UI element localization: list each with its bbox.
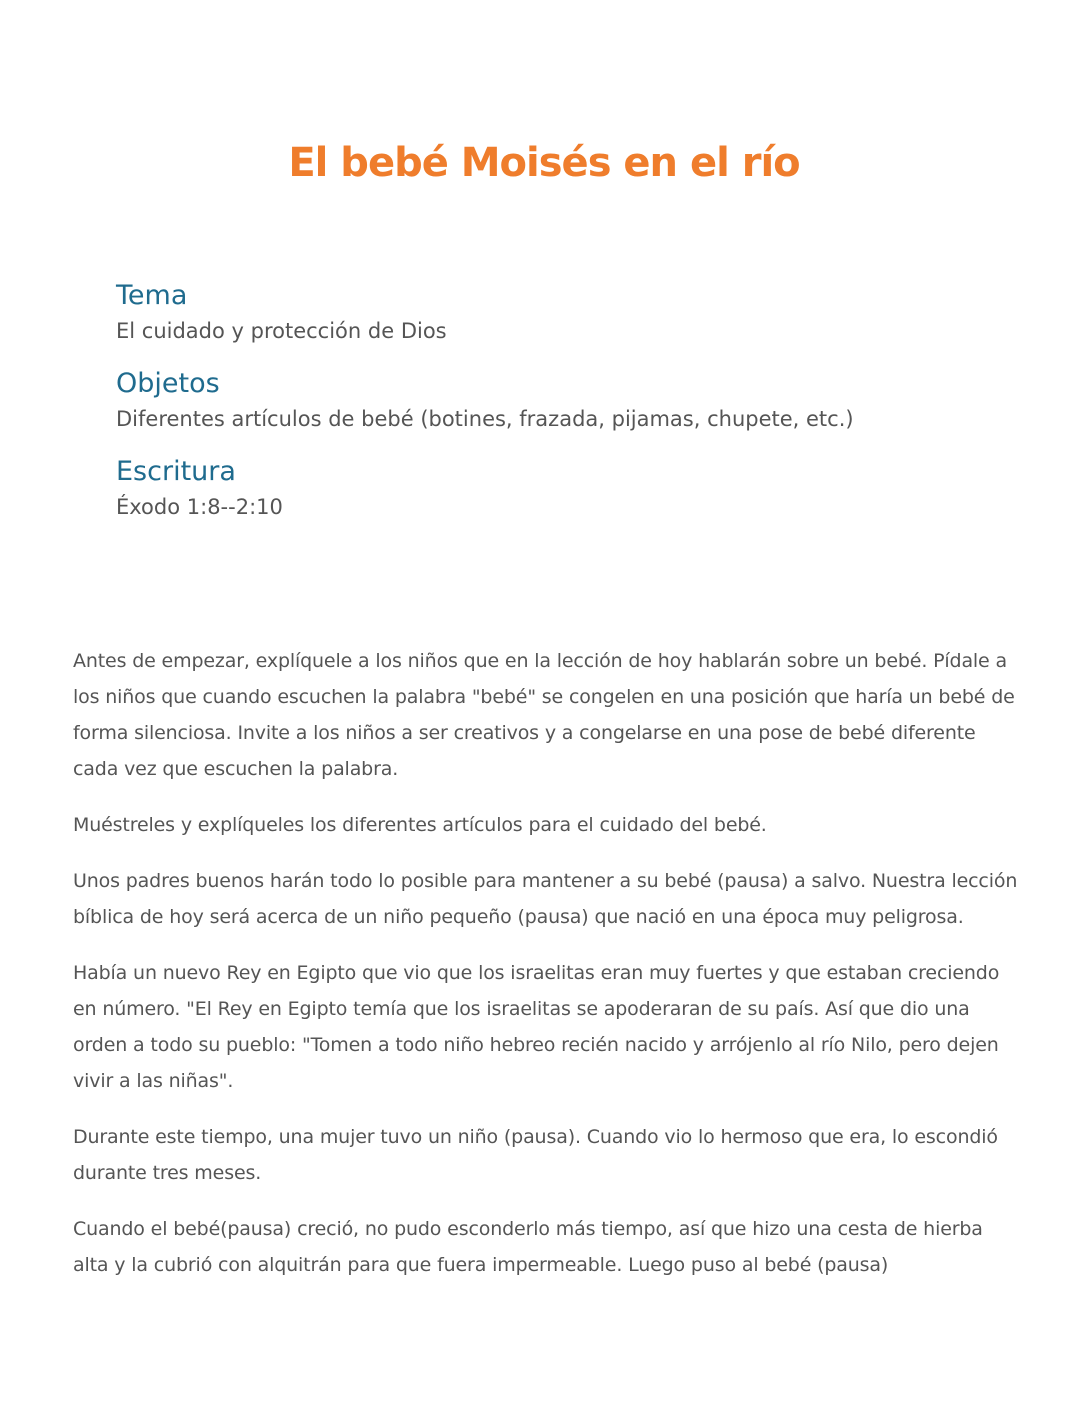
paragraph: Había un nuevo Rey en Egipto que vio que los israelitas eran muy fuertes y que estaban creciendo en número. "El Rey en Egipto temía que los israelitas se apoderaran de su país. Así que dio una orden a todo su pueblo: "Tomen a todo niño hebreo recién nacido y arrójenlo al río Nilo, pero dejen vivir a las niñas".: [73, 962, 1000, 1092]
lesson-meta: [116, 277, 1016, 541]
section-value: Diferentes artículos de bebé (botines, frazada, pijamas, chupete, etc.): [116, 407, 854, 431]
section-heading: Tema: [116, 280, 188, 311]
paragraph: Durante este tiempo, una mujer tuvo un niño (pausa). Cuando vio lo hermoso que era, lo escondió durante tres meses.: [73, 1126, 998, 1184]
meta-section-tema: [116, 277, 1016, 347]
paragraph: Unos padres buenos harán todo lo posible para mantener a su bebé (pausa) a salvo. Nuestra lección bíblica de hoy será acerca de un niño pequeño (pausa) que nació en una época muy peligrosa.: [73, 870, 1018, 928]
page-title: El bebé Moisés en el río: [288, 140, 800, 186]
section-value: Éxodo 1:8--2:10: [116, 495, 283, 519]
section-heading: Objetos: [116, 368, 220, 399]
section-heading: Escritura: [116, 456, 236, 487]
meta-section-escritura: [116, 453, 1016, 523]
paragraph: Antes de empezar, explíquele a los niños que en la lección de hoy hablarán sobre un bebé. Pídale a los niños que cuando escuchen la palabra "bebé" se congelen en una posición que haría un bebé de forma silenciosa. Invite a los niños a ser creativos y a congelarse en una pose de bebé diferente cada vez que escuchen la palabra.: [73, 650, 1015, 780]
paragraph: Muéstreles y explíqueles los diferentes artículos para el cuidado del bebé.: [73, 814, 767, 836]
meta-section-objetos: [116, 365, 1016, 435]
lesson-body: [73, 643, 1018, 1303]
section-value: El cuidado y protección de Dios: [116, 319, 447, 343]
paragraph: Cuando el bebé(pausa) creció, no pudo esconderlo más tiempo, así que hizo una cesta de hierba alta y la cubrió con alquitrán para que fuera impermeable. Luego puso al bebé (pausa): [73, 1218, 983, 1276]
